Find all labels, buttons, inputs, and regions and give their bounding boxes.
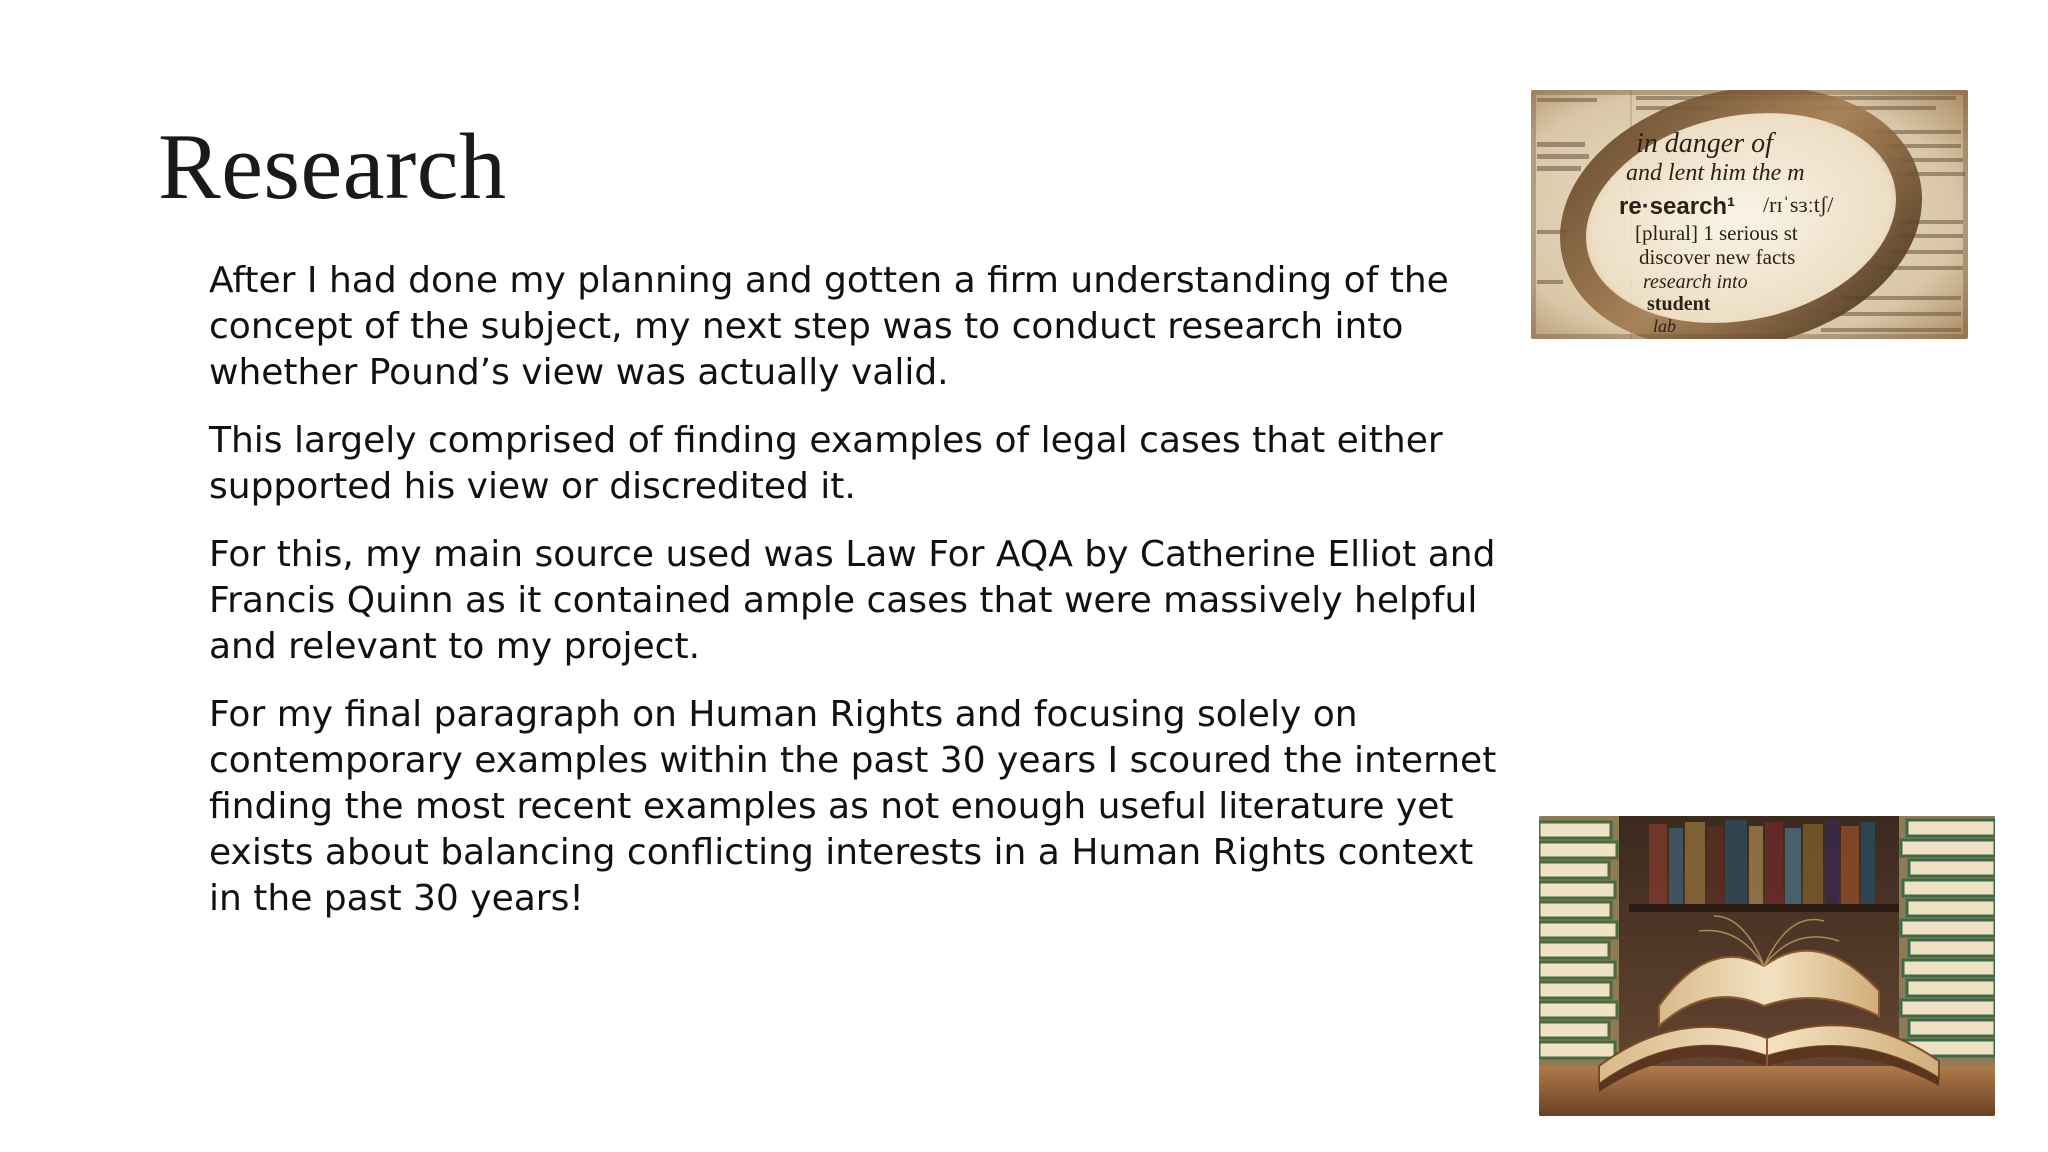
dictionary-line-1: in danger of <box>1636 128 1773 159</box>
paragraph-planning: After I had done my planning and gotten a firm understanding of the concept of the subject, my next step was to conduct research into whether Pound’s view was actually valid. <box>209 260 1449 393</box>
slide-title: Research <box>158 115 507 219</box>
dictionary-line-3: [plural] 1 serious st <box>1635 221 1798 245</box>
dictionary-line-5: research into <box>1643 271 1748 293</box>
open-books-picture <box>1539 816 1995 1116</box>
open-books-icon <box>1539 816 1995 1116</box>
dictionary-line-2: and lent him the m <box>1626 160 1805 186</box>
dictionary-pronunciation: /rɪˈsɜːtʃ/ <box>1763 192 1834 217</box>
dictionary-line-6: student <box>1647 293 1711 315</box>
dictionary-magnifier-picture <box>1531 90 1968 339</box>
dictionary-line-7: lab <box>1653 316 1677 336</box>
paragraph-source: For this, my main source used was Law For AQA by Catherine Elliot and Francis Quinn as it contained ample cases that were massively helpful and relevant to my project. <box>209 534 1496 667</box>
paragraph-cases: This largely comprised of finding examples of legal cases that either supported his view or discredited it. <box>209 420 1443 507</box>
magnifier-dictionary-icon <box>1531 90 1968 339</box>
paragraph-human-rights: For my final paragraph on Human Rights and focusing solely on contemporary examples within the past 30 years I scoured the internet finding the most recent examples as not enough useful literature yet exists about balancing conflicting interests in a Human Rights context in the past 30 years! <box>209 694 1497 919</box>
slide-body <box>209 258 1499 944</box>
dictionary-headword: re·search¹ <box>1619 193 1736 220</box>
dictionary-line-4: discover new facts <box>1639 245 1796 269</box>
